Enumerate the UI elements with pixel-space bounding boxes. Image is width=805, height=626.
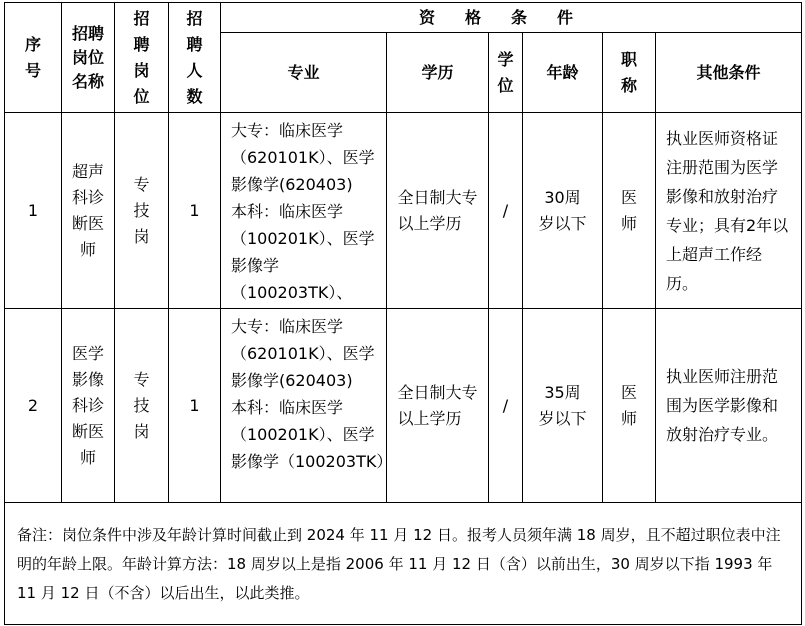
- row-seq: 1: [5, 113, 62, 309]
- row-education: 全日制大专以上学历: [387, 113, 489, 309]
- row-age: 30周岁以下: [523, 113, 603, 309]
- header-title: 职称: [603, 33, 656, 113]
- row-position-name: 超声科诊断医师: [62, 113, 115, 309]
- header-conditions: 资格条件: [221, 3, 802, 33]
- row-degree: /: [489, 113, 523, 309]
- row-count: 1: [169, 309, 221, 503]
- table-row: [5, 309, 802, 503]
- header-seq: 序号: [5, 3, 62, 113]
- row-age: 35周岁以下: [523, 309, 603, 503]
- header-degree: 学位: [489, 33, 523, 113]
- row-position-name: 医学影像科诊断医师: [62, 309, 115, 503]
- row-title: 医师: [603, 309, 656, 503]
- header-other: 其他条件: [656, 33, 802, 113]
- table-row: [5, 113, 802, 309]
- header-headcount: 招聘人数: [169, 3, 221, 113]
- row-position: 专技岗: [115, 309, 169, 503]
- header-education: 学历: [387, 33, 489, 113]
- row-degree: /: [489, 309, 523, 503]
- header-major: 专业: [221, 33, 387, 113]
- header-position-name: 招聘岗位名称: [62, 3, 115, 113]
- row-count: 1: [169, 113, 221, 309]
- row-major: 大专：临床医学 （620101K）、医学 影像学(620403) 本科：临床医学 （100201K）、医学 影像学 （100203TK）、: [221, 113, 387, 309]
- row-title: 医师: [603, 113, 656, 309]
- row-other: 执业医师注册范围为医学影像和放射治疗专业。: [656, 309, 802, 503]
- header-age: 年龄: [523, 33, 603, 113]
- row-education: 全日制大专以上学历: [387, 309, 489, 503]
- row-seq: 2: [5, 309, 62, 503]
- row-major: 大专：临床医学 （620101K）、医学 影像学(620403) 本科：临床医学 （100201K）、医学 影像学（100203TK）: [221, 309, 387, 503]
- footnote: 备注：岗位条件中涉及年龄计算时间截止到 2024 年 11 月 12 日。报考人员须年满 18 周岁，且不超过职位表中注明的年龄上限。年龄计算方法：18 周岁以上是指 2006 年 11 月 12 日（含）以前出生，30 周岁以下指 1993 年 11 月 12 日（不含）以后出生，以此类推。: [5, 503, 802, 625]
- recruitment-table: [4, 2, 802, 625]
- row-other: 执业医师资格证注册范围为医学影像和放射治疗专业；具有2年以上超声工作经历。: [656, 113, 802, 309]
- header-position: 招聘岗位: [115, 3, 169, 113]
- row-position: 专技岗: [115, 113, 169, 309]
